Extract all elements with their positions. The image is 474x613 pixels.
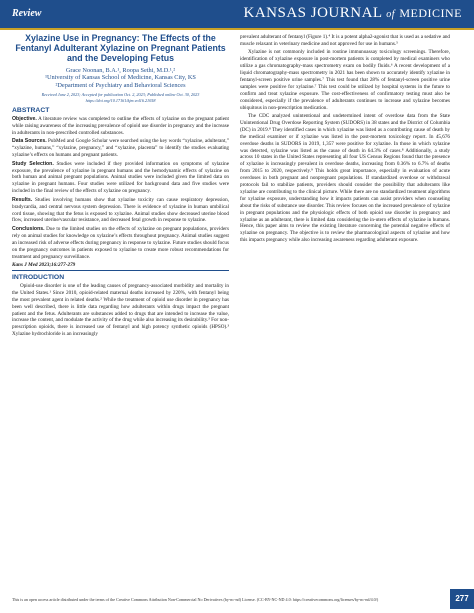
data-sources-text: PubMed and Google Scholar were searched using the key words “xylazine, adulterant,” “xylazine, humans,” “xylazine, pregnancy,” and “xylazine, placenta” to identify the studies evaluating xylazine’s effects on humans and pregnant patients. [12, 138, 229, 159]
publication-dates: Received June 2, 2023; Accepted for publication Oct. 2, 2023; Published online Oct. 30, 2023 https://doi.org/10.17161/kjm.vol16.21058 [41, 92, 200, 103]
license-footer: This is an open access article distributed under the terms of the Creative Commons Attribution Non-Commercial No Derivatives (by-nc-nd) License. (CC-BY-NC-ND 4.0: https://creativecommons.org/licenses/by-nc-nd/4.0/) [12, 597, 379, 602]
results-label: Results. [12, 196, 33, 203]
introduction-heading: INTRODUCTION [12, 273, 65, 281]
objective-label: Objective. [12, 116, 37, 123]
abstract-conclusions [12, 226, 229, 261]
journal-title [244, 5, 463, 22]
journal-title-of: of [386, 9, 396, 20]
study-selection-text: Studies were included if they provided information on symptoms of xylazine exposure, the prevalence of xylazine in pregnant humans and the hemodynamic effects of xylazine on both human and animal pregnant populations. Animal studies were included given the limited data on xylazine in pregnant humans. Four studies were utilized for background data and five studies were included in the final review of the effects of xylazine on pregnancy. [12, 160, 229, 195]
affiliation-1: ¹University of Kansas School of Medicine, Kansas City, KS [45, 74, 196, 82]
article-title: Xylazine Use in Pregnancy: The Effects of the Fentanyl Adulterant Xylazine on Pregnant Patients and the Developing Fetus [15, 33, 226, 63]
data-sources-label: Data Sources. [12, 138, 47, 145]
abstract-study-selection [12, 161, 229, 196]
journal-citation: Kans J Med 2023;16:277-279 [12, 261, 76, 268]
affiliation-2: ²Department of Psychiatry and Behavioral Sciences [55, 82, 186, 90]
journal-title-main: KANSAS JOURNAL [243, 5, 383, 21]
conclusions-text: Due to the limited studies on the effects of xylazine on pregnant populations, providers rely on animal studies for knowledge on xylazine’s effects throughout pregnancy. Animal studies suggest an increased risk of adverse effects during pregnancy in response to xylazine. Future studies should focus on the pregnancy outcomes in patients exposed to xylazine to create more robust recommendations for treatment and pregnancy surveillance. [12, 225, 229, 260]
article-authors: Grace Noonan, B.A.¹, Roopa Sethi, M.D.¹,² [65, 66, 176, 74]
right-column [240, 34, 450, 246]
abstract-results [12, 197, 229, 225]
left-column [12, 34, 229, 340]
journal-header [0, 0, 474, 28]
header-rule [0, 28, 474, 30]
abstract-objective [12, 116, 229, 137]
objective-text: A literature review was completed to outline the effects of xylazine on the pregnant patient while raising awareness of the increasing prevalence of opioid use disorder in pregnancy and the increase in adulterants in non-prescribed controlled substances. [12, 116, 229, 136]
body-paragraph-testing: Xylazine is not commonly included in routine immunoassay toxicology screenings. Therefore, identification of xylazine exposure in post-mortem patients is completed by medical examiners who utilize a gas chromatography-mass spectrometry exam on bodily fluids.⁶ A recent development of a liquid chromatography-mass spectrometry in 2021 has been shown to accurately identify xylazine in fentanyl-screen positive urine samples.⁷ This test found that 28% of fentanyl-screen positive urine samples were positive for xylazine.⁷ This test could be utilized by hospital systems in the future to confirm and treat xylazine exposure. The cost-effectiveness of confirmatory testing must also be considered, especially if the prevalence of adulterants continues to increase and xylazine becomes ubiquitous in non-prescription medication. [240, 49, 450, 111]
study-selection-label: Study Selection. [12, 160, 54, 167]
journal-title-medicine: MEDICINE [399, 6, 462, 20]
conclusions-label: Conclusions. [12, 225, 45, 232]
abstract-heading: ABSTRACT [12, 107, 50, 115]
body-paragraph-continued: prevalent adulterant of fentanyl (Figure 1).⁴ It is a potent alpha2-agonist that is used as a sedative and muscle relaxant in veterinary medicine and not approved for use in humans.⁵ [240, 34, 450, 47]
body-paragraph-cdc: The CDC analyzed unintentional and undetermined intent of overdose data from the State Unintentional Drug Overdose Reporting System (SUDORS) in 38 states and the District of Columbia (DC) in 2019.⁸ They identified cases in which xylazine was listed as a contributing cause of death by the medical examiner or if xylazine was listed in the post-mortem toxicology report. In 45,676 overdose deaths in SUDORS in 2019, 1,357 were positive for xylazine. In those in which xylazine was detected, xylazine was listed as the cause of death in 64.3% of cases.⁸ Additionally, a study across 10 states in the United States representing all four US Census Regions found that the presence of xylazine is increasingly prevalent in overdose deaths, increasing from 0.36% to 6.7% of deaths from 2015 to 2020, respectively.⁹ This holds great importance, especially in evaluation of acute overdoses in both pregnant and nonpregnant populations. If standardized overdose or withdrawal protocols fail to stabilize patients, providers should consider the possibility that adulterants like xylazine are contributing to the clinical picture. While there are no standardized treatment algorithms for xylazine exposure, understanding how it impacts patients can assist providers when counseling about the risks of substance use disorder. This review focuses on the increased prevalence of xylazine in pregnant populations and the physiologic effects of both opioid use disorder in pregnancy and xylazine as an adulterant, there is limited data considering the in-utero effects of xylazine in humans. Hence, this paper aims to review the existing literature concerning the potential negative effects of xylazine on pregnancy. The objective is to review the pharmacological aspects of xylazine and how this impacts pregnancy while also increasing awareness regarding adulterant exposure. [240, 112, 450, 244]
section-divider [12, 270, 229, 271]
introduction-paragraph: Opioid-use disorder is one of the leading causes of pregnancy-associated morbidity and mortality in the United States.¹ Since 2010, opioid-related maternal deaths increased by 220%, with fentanyl being the most prevalent agent in related deaths.² While the treatment of opioid use disorder in pregnancy has been well described, there is little data regarding how adulterants within drugs impact the pregnant patient and the fetus. Adulterants are substances added to drugs that are intended to increase the value, increase the content, and modulate the activity of the drug while also increasing its desirability.³ For non-prescription opioids, there is increased use of fentanyl and high potency synthetic opioids (HPSO).³ Xylazine hydrochloride is an increasingly [12, 282, 229, 338]
article-section-label: Review [12, 8, 42, 19]
page-number: 277 [450, 589, 474, 609]
abstract-data-sources [12, 138, 229, 159]
results-text: Studies involving humans show that xylazine toxicity can cause respiratory depression, bradycardia, and central nervous system depression. There is evidence of xylazine in human umbilical cord tissue, showing that the fetus is exposed to xylazine. Animal studies show decreased uterine blood flow, increased uterine/vascular resistance, and decreased fetal growth in response to xylazine. [12, 196, 229, 224]
